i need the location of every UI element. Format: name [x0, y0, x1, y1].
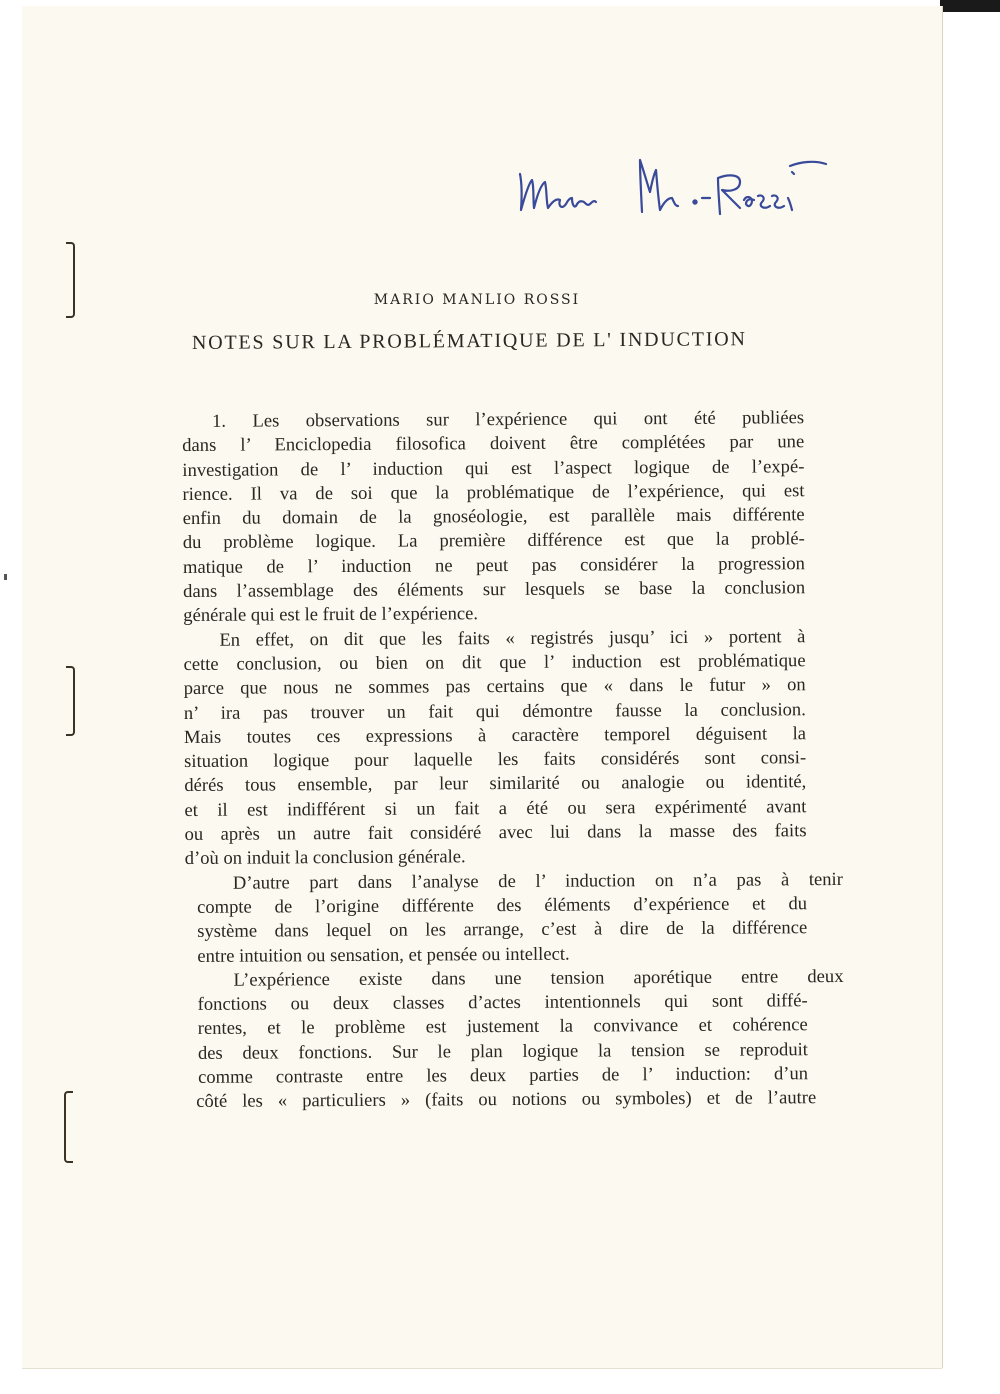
text-line: parce que nous ne sommes pas certains que « dans le futur » on — [183, 674, 806, 700]
author-name: MARIO MANLIO ROSSI — [373, 292, 581, 308]
handwritten-signature — [514, 152, 844, 222]
text-line: générale qui est le fruit de l’expérience. — [183, 603, 479, 627]
text-line: rentes, et le problème est justement la convivance et cohérence — [197, 1014, 808, 1040]
article-body — [182, 406, 844, 1114]
text-line: d’où on induit la conclusion générale. — [184, 846, 466, 870]
text-line: En effet, on dit que les faits « registrés jusqu’ ici » portent à — [219, 625, 806, 651]
text-line: compte de l’origine différente des éléments d’expérience et du — [196, 893, 808, 918]
text-line: investigation de l’ induction qui est l’aspect logique de l’expé- — [182, 455, 805, 481]
text-line: matique de l’ induction ne peut pas considérer la progression — [182, 552, 806, 578]
text-line: fonctions ou deux classes d’actes intentionnels qui sont diffé- — [197, 990, 808, 1016]
text-line: entre intuition ou sensation, et pensée ou intellect. — [197, 943, 570, 967]
text-line: des deux fonctions. Sur le plan logique la tension se reproduit — [197, 1038, 808, 1064]
scan-edge-shadow — [940, 0, 1000, 12]
article-title: NOTES SUR LA PROBLÉMATIQUE DE L' INDUCTION — [191, 328, 747, 354]
text-line: Mais toutes ces expressions à caractère temporel déguisent la — [183, 723, 807, 748]
text-line: comme contraste entre les deux parties de l’ induction: d’un — [198, 1063, 809, 1088]
text-line: enfin du domain de la gnoséologie, est parallèle mais différente — [182, 504, 805, 530]
text-line: rience. Il va de soi que la problématique de l’expérience, qui est — [182, 480, 805, 505]
scan-speck — [4, 574, 7, 580]
staple-mark — [64, 1091, 73, 1163]
text-line: ou après un autre fait considéré avec lui dans la masse des faits — [184, 820, 807, 846]
paper-sheet — [22, 6, 942, 1368]
text-line: système dans lequel on les arrange, c’est à dire de la différence — [197, 917, 808, 943]
text-line: du problème logique. La première différence est que la problé- — [182, 528, 805, 554]
text-line: dérés tous ensemble, par leur similarité ou analogie ou identité, — [184, 771, 807, 797]
text-line: situation logique pour laquelle les faits considérés sont consi- — [184, 747, 807, 773]
text-line: D’autre part dans l’analyse de l’ induction on n’a pas à tenir — [232, 868, 843, 894]
text-line: et il est indifférent si un fait a été ou sera expérimenté avant — [184, 795, 807, 821]
staple-mark — [66, 666, 75, 736]
text-line: 1. Les observations sur l’expérience qui ont été publiées — [212, 407, 805, 432]
text-line: n’ ira pas trouver un fait qui démontre fausse la conclusion. — [183, 698, 806, 724]
text-line: côté les « particuliers » (faits ou notions ou symboles) et de l’autre — [196, 1087, 817, 1113]
text-line: dans l’assemblage des éléments sur lesquels se base la conclusion — [183, 577, 806, 603]
text-line: dans l’ Enciclopedia filosofica doivent être complétées par une — [182, 431, 805, 457]
text-line: cette conclusion, ou bien on dit que l’ induction est problématique — [183, 650, 806, 675]
text-line: L’expérience existe dans une tension aporétique entre deux — [233, 965, 844, 991]
